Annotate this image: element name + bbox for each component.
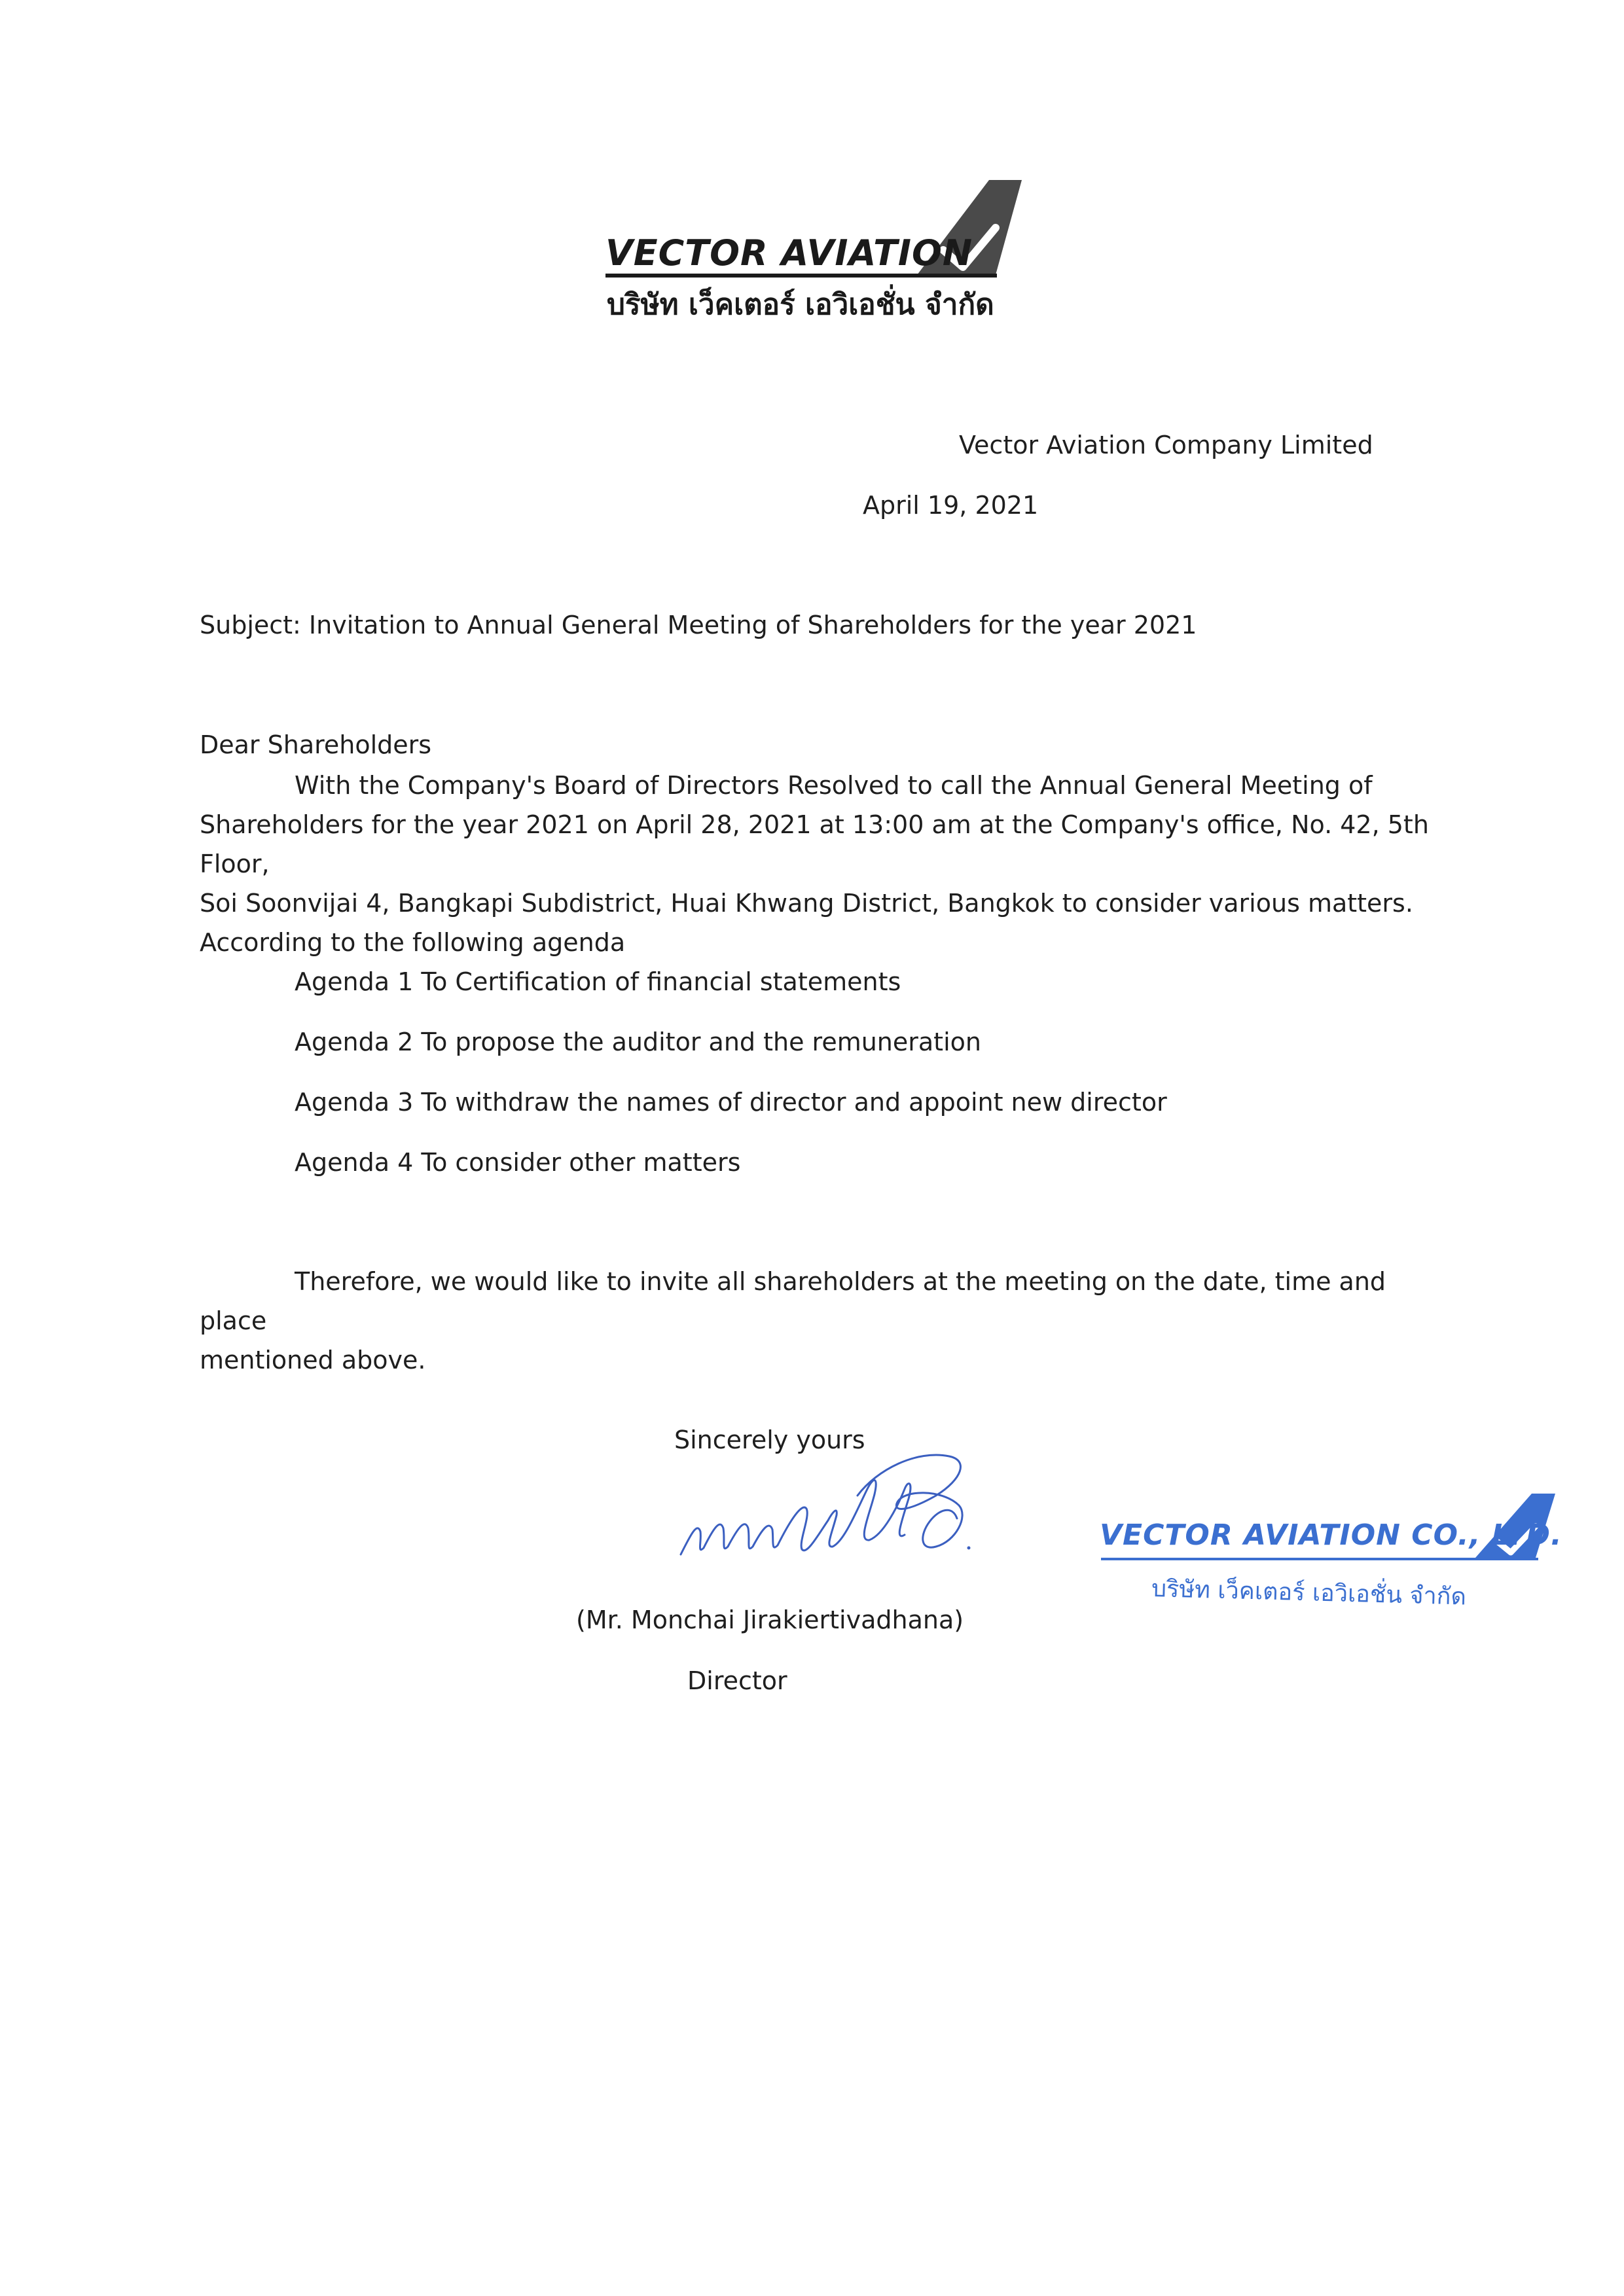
logo-underline bbox=[605, 274, 997, 278]
logo-thai-name: บริษัท เว็คเตอร์ เอวิเอชั่น จำกัด bbox=[607, 288, 994, 321]
agenda-item-4: Agenda 4 To consider other matters bbox=[295, 1148, 741, 1177]
letter-date: April 19, 2021 bbox=[863, 491, 1039, 520]
salutation: Dear Shareholders bbox=[200, 730, 432, 759]
agenda-item-1: Agenda 1 To Certification of financial statements bbox=[295, 967, 901, 996]
signatory-name: (Mr. Monchai Jirakiertivadhana) bbox=[576, 1605, 964, 1634]
intro-paragraph bbox=[200, 766, 1443, 962]
closing-paragraph bbox=[200, 1262, 1443, 1380]
intro-line: Shareholders for the year 2021 on April 28, 2021 at 13:00 am at the Company's office, No. 42, 5th Floor, bbox=[200, 810, 1429, 878]
intro-line: Soi Soonvijai 4, Bangkapi Subdistrict, Huai Khwang District, Bangkok to consider various matters. bbox=[200, 889, 1413, 918]
stamp-thai-name: บริษัท เว็คเตอร์ เอวิเอชั่น จำกัด bbox=[1151, 1575, 1467, 1611]
closing-line: mentioned above. bbox=[200, 1346, 426, 1374]
intro-line: According to the following agenda bbox=[200, 928, 626, 957]
handwritten-signature bbox=[661, 1443, 1054, 1594]
intro-line: With the Company's Board of Directors Resolved to call the Annual General Meeting of bbox=[295, 771, 1373, 800]
valediction: Sincerely yours bbox=[674, 1426, 865, 1454]
letter-subject: Subject: Invitation to Annual General Meeting of Shareholders for the year 2021 bbox=[200, 611, 1197, 639]
company-stamp bbox=[1100, 1492, 1571, 1636]
sender-company: Vector Aviation Company Limited bbox=[959, 431, 1373, 459]
company-logo bbox=[605, 177, 1031, 327]
stamp-underline bbox=[1101, 1558, 1538, 1560]
closing-line: Therefore, we would like to invite all shareholders at the meeting on the date, time and place bbox=[200, 1267, 1386, 1335]
logo-company-name: VECTOR AVIATION bbox=[605, 232, 973, 274]
agenda-item-3: Agenda 3 To withdraw the names of director and appoint new director bbox=[295, 1088, 1167, 1117]
agenda-item-2: Agenda 2 To propose the auditor and the remuneration bbox=[295, 1028, 981, 1056]
stamp-company-name: VECTOR AVIATION CO., LTD. bbox=[1100, 1518, 1562, 1552]
signatory-title: Director bbox=[687, 1666, 787, 1695]
